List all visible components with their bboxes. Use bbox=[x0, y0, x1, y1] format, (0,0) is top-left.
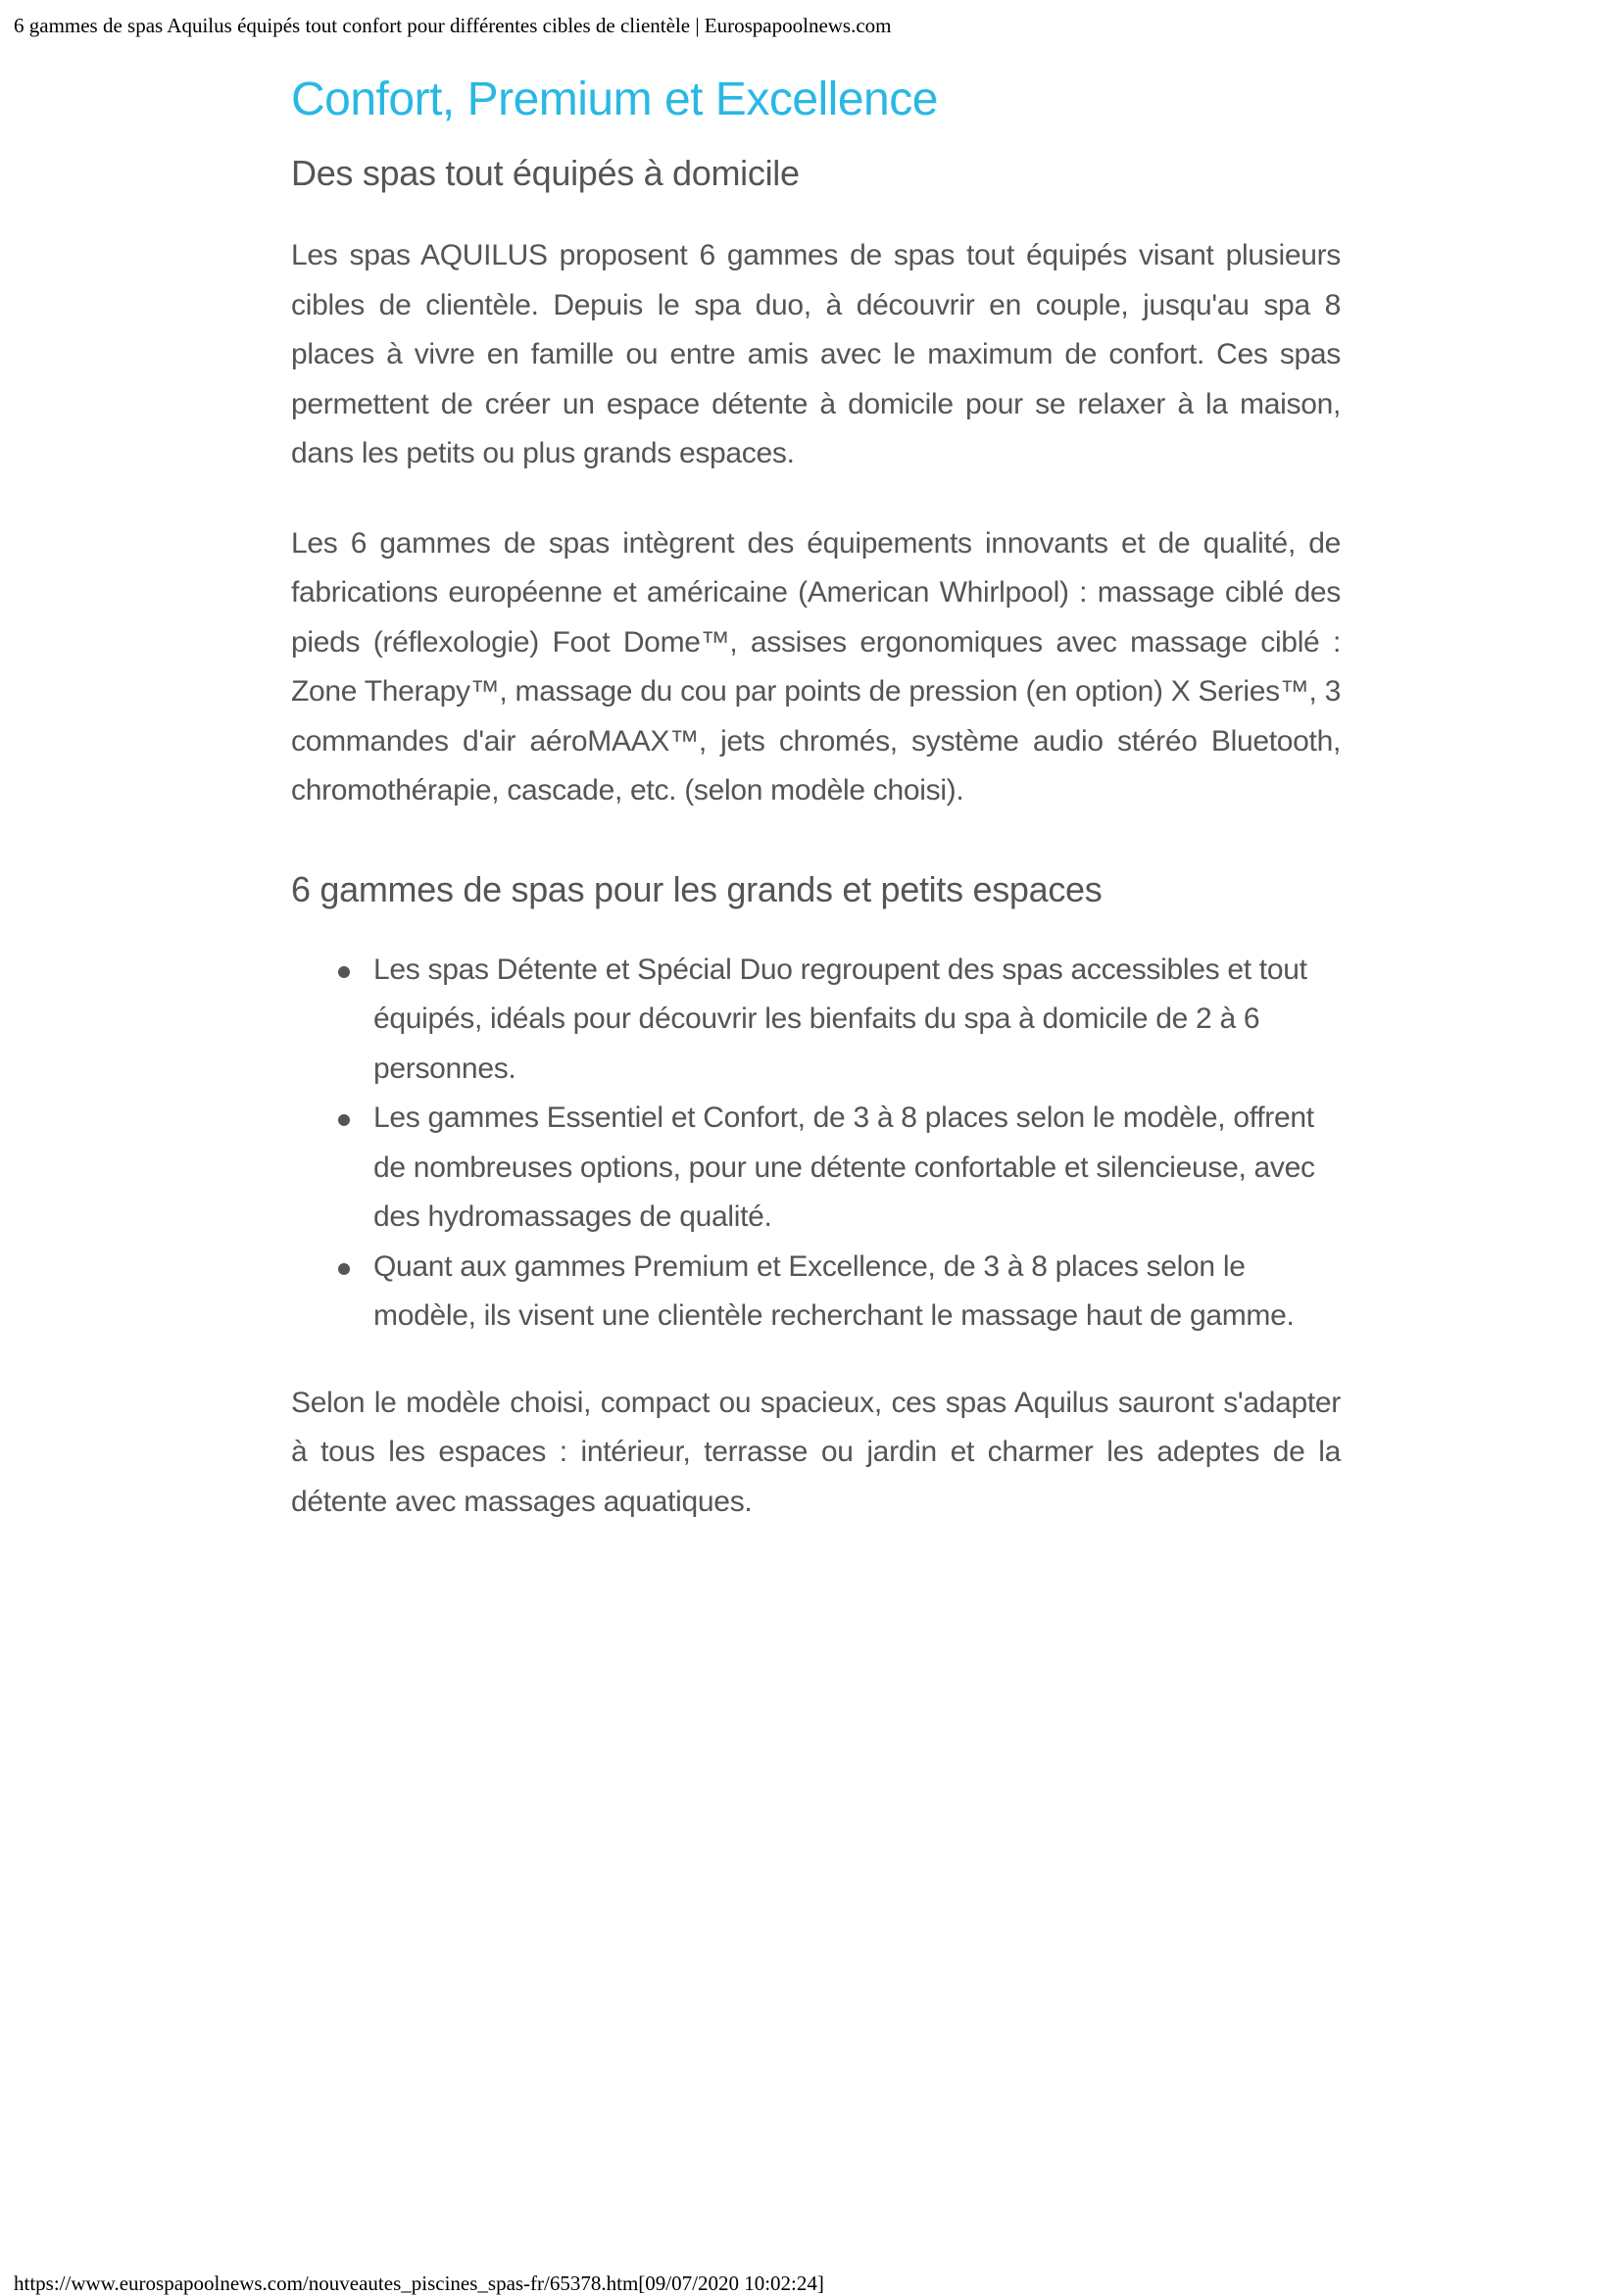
bullet-dot-icon bbox=[338, 1263, 350, 1275]
list-item-text: Les gammes Essentiel et Confort, de 3 à 8 places selon le modèle, offrent de nombreuses options, pour une détente confortable et silencieuse, avec des hydromassages de qualité. bbox=[373, 1101, 1315, 1233]
list-item bbox=[373, 946, 1341, 1095]
list-item bbox=[373, 1243, 1341, 1342]
list-item-text: Les spas Détente et Spécial Duo regroupent des spas accessibles et tout équipés, idéals pour découvrir les bienfaits du spa à domicile de 2 à 6 personnes. bbox=[373, 953, 1307, 1085]
print-header-page-title: 6 gammes de spas Aquilus équipés tout confort pour différentes cibles de clientèle | Eurospapoolnews.com bbox=[14, 14, 892, 37]
bullet-list bbox=[291, 946, 1341, 1342]
article-paragraph-1: Les spas AQUILUS proposent 6 gammes de spas tout équipés visant plusieurs cibles de clientèle. Depuis le spa duo, à découvrir en couple, jusqu'au spa 8 places à vivre en famille ou entre amis avec le maximum de confort. Ces spas permettent de créer un espace détente à domicile pour se relaxer à la maison, dans les petits ou plus grands espaces. bbox=[291, 239, 1341, 469]
article-title: Confort, Premium et Excellence bbox=[291, 73, 938, 125]
list-item-text: Quant aux gammes Premium et Excellence, de 3 à 8 places selon le modèle, ils visent une clientèle recherchant le massage haut de gamme. bbox=[373, 1249, 1295, 1332]
section-heading: 6 gammes de spas pour les grands et petits espaces bbox=[291, 868, 1103, 909]
bullet-dot-icon bbox=[338, 966, 350, 978]
article-subtitle: Des spas tout équipés à domicile bbox=[291, 153, 800, 193]
print-footer-url: https://www.eurospapoolnews.com/nouveautes_piscines_spas-fr/65378.htm[09/07/2020 10:02:24] bbox=[14, 2272, 824, 2295]
article-paragraph-3: Selon le modèle choisi, compact ou spacieux, ces spas Aquilus sauront s'adapter à tous les espaces : intérieur, terrasse ou jardin et charmer les adeptes de la détente avec massages aquatiques. bbox=[291, 1386, 1341, 1518]
bullet-dot-icon bbox=[338, 1114, 350, 1126]
article bbox=[291, 71, 1341, 1527]
list-item bbox=[373, 1094, 1341, 1243]
article-paragraph-2: Les 6 gammes de spas intègrent des équipements innovants et de qualité, de fabrications européenne et américaine (American Whirlpool) : massage ciblé des pieds (réflexologie) Foot Dome™, assises ergonomiques avec massage ciblé : Zone Therapy™, massage du cou par points de pression (en option) X Series™, 3 commandes d'air aéroMAAX™, jets chromés, système audio stéréo Bluetooth, chromothérapie, cascade, etc. (selon modèle choisi). bbox=[291, 526, 1341, 806]
